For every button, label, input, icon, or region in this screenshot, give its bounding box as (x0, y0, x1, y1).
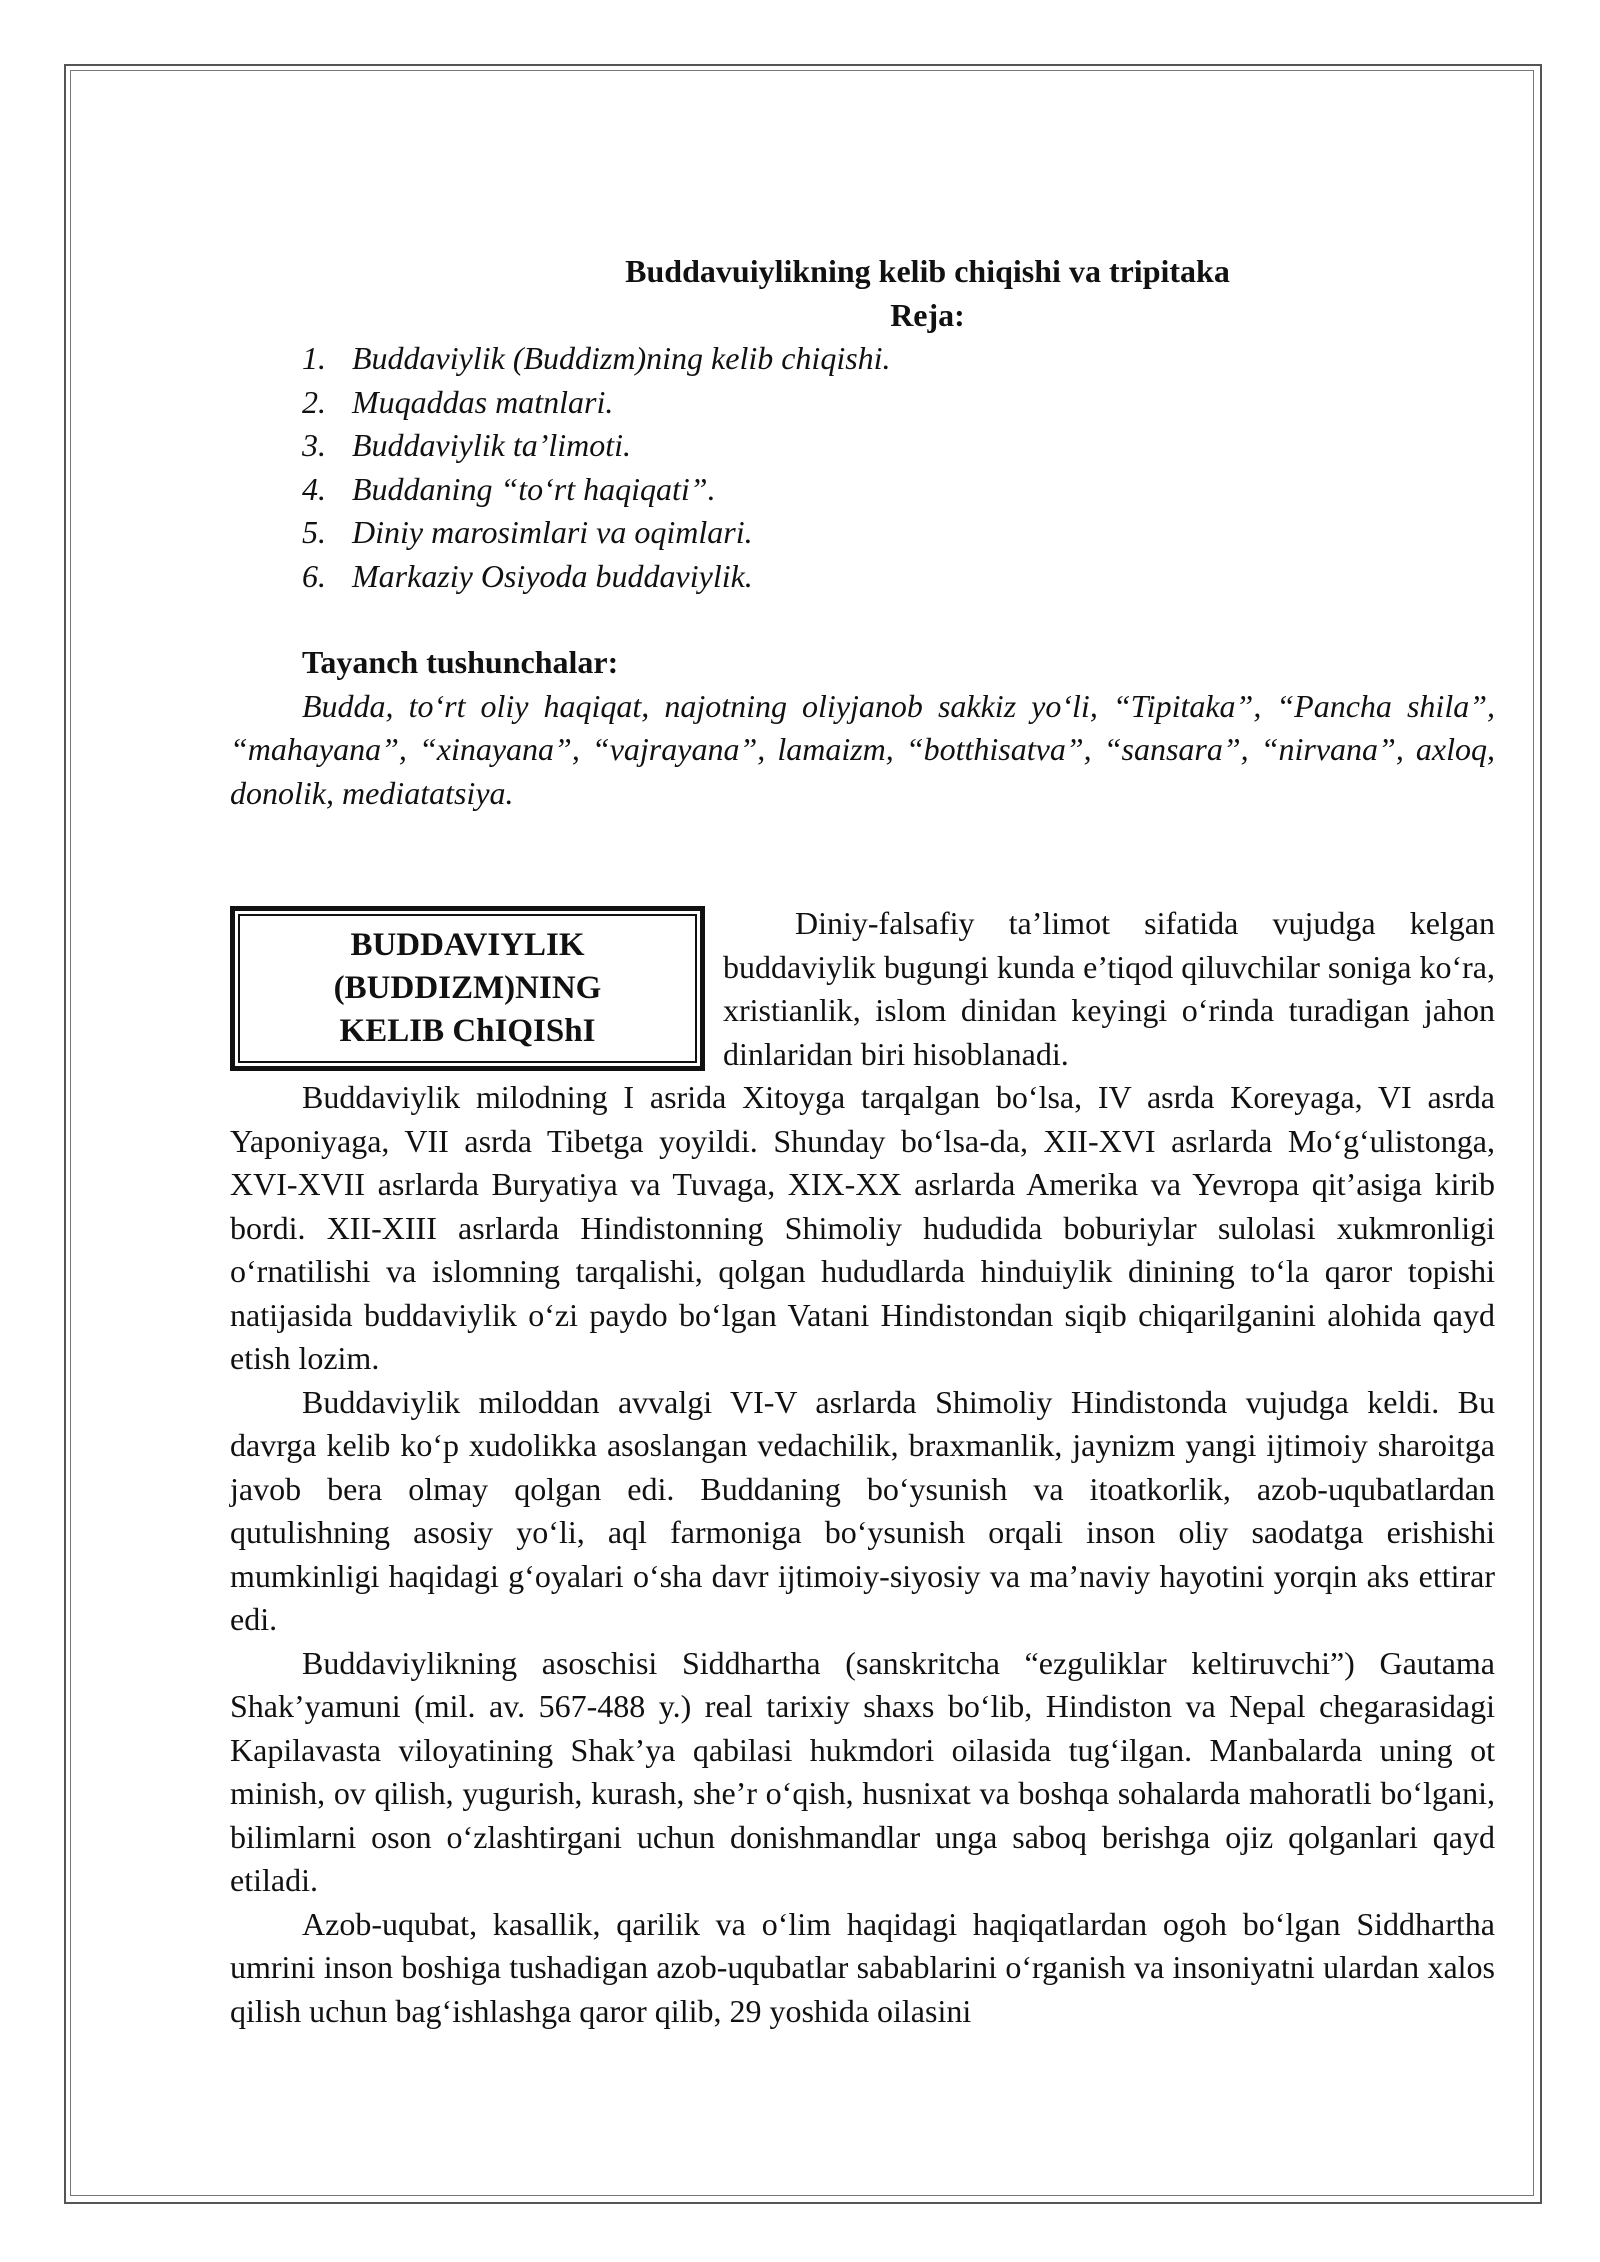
plan-item-number: 4. (302, 470, 326, 507)
plan-item (302, 381, 1495, 425)
spacer (230, 815, 1495, 902)
document-title: Buddavuiylikning kelib chiqishi va tripitaka (625, 253, 1230, 289)
section-heading (238, 914, 697, 1063)
keywords-text: Budda, to‘rt oliy haqiqat, najotning oliyjanob sakkiz yo‘li, “Tipitaka”, “Pancha shila”, “mahayana”, “xinayana”, “vajrayana”, lamaizm, “botthisatva”, “sansara”, “nirvana”, axloq, donolik, mediatatsiya. (230, 687, 1495, 811)
section-heading-line: (BUDDIZM)NING (333, 970, 602, 1006)
section-heading-box (230, 906, 705, 1071)
plan-item-number: 3. (302, 427, 326, 463)
plan-item (302, 424, 1495, 468)
plan-item-text: Buddaviylik (Buddizm)ning kelib chiqishi. (352, 340, 891, 376)
body-paragraph: Diniy-falsafiy ta’limot sifatida vujudga kelgan buddaviylik bugungi kunda e’tiqod qiluvchilar soniga ko‘ra, xristianlik, islom dinidan keyingi o‘rinda turadigan jahon dinlaridan biri hisoblanadi. (723, 905, 1495, 1072)
plan-item-number: 2. (302, 383, 326, 420)
plan-item-text: Markaziy Osiyoda buddaviylik. (352, 557, 753, 594)
plan-item (302, 337, 1495, 381)
plan-item-number: 6. (302, 557, 326, 594)
body-paragraph: Buddaviylik miloddan avvalgi VI-V asrlarda Shimoliy Hindistonda vujudga keldi. Bu davrga kelib ko‘p xudolikka asoslangan vedachilik, braxmanlik, jaynizm yangi ijtimoiy sharoitga javob bera olmay qolgan edi. Buddaning bo‘ysunish va itoatkorlik, azob-uqubatlardan qutulishning asosiy yo‘li, aql farmoniga bo‘ysunish orqali inson oliy saodatga erishishi mumkinligi haqidagi g‘oyalari o‘sha davr ijtimoiy-siyosiy va ma’naviy hayotini yorqin aks ettirar edi. (230, 1383, 1495, 1637)
spacer (230, 598, 1495, 641)
document-content (230, 250, 1495, 2033)
body-paragraph: Azob-uqubat, kasallik, qarilik va o‘lim haqidagi haqiqatlardan ogoh bo‘lgan Siddhartha umrini inson boshiga tushadigan azob-uqubatlar sabablarini o‘rganish va insoniyatni ulardan xalos qilish uchun bag‘ishlashga qaror qilib, 29 yoshida oilasini (230, 1905, 1495, 2029)
plan-item-text: Buddaviylik ta’limoti. (352, 427, 632, 463)
section-heading-line: KELIB ChIQIShI (339, 1013, 596, 1049)
plan-item (302, 511, 1495, 555)
plan-item-number: 5. (302, 514, 326, 550)
plan-item-text: Muqaddas matnlari. (352, 383, 614, 420)
plan-list (230, 337, 1495, 598)
body-paragraph: Buddaviylik milodning I asrida Xitoyga tarqalgan bo‘lsa, IV asrda Koreyaga, VI asrda Yaponiyaga, VII asrda Tibetga yoyildi. Shunday bo‘lsa-da, XII-XVI asrlarda Mo‘g‘ulistonga, XVI-XVII asrlarda Buryatiya va Tuvaga, XIX-XX asrlarda Amerika va Yevropa qit’asiga kirib bordi. XII-XIII asrlarda Hindistonning Shimoliy hududida boburiylar sulolasi xukmronligi o‘rnatilishi va islomning tarqalishi, qolgan hududlarda hinduiylik dinining to‘la qaror topishi natijasida buddaviylik o‘zi paydo bo‘lgan Vatani Hindistondan siqib chiqarilganini alohida qayd etish lozim. (230, 1079, 1495, 1376)
plan-item-text: Buddaning “to‘rt haqiqati”. (352, 470, 716, 507)
body-paragraph: Buddaviylikning asoschisi Siddhartha (sanskritcha “ezguliklar keltiruvchi”) Gautama Shak’yamuni (mil. av. 567-488 y.) real tarixiy shaxs bo‘lib, Hindiston va Nepal chegarasidagi Kapilavasta viloyatining Shak’ya qabilasi hukmdori oilasida tug‘ilgan. Manbalarda uning ot minish, ov qilish, yugurish, kurash, she’r o‘qish, husnixat va boshqa sohalarda mahoratli bo‘lgani, bilimlarni oson o‘zlashtirgani uchun donishmandlar unga saboq berishga ojiz qolganlari qayd etiladi. (230, 1644, 1495, 1898)
section-heading-line: BUDDAVIYLIK (350, 927, 585, 963)
plan-heading: Reja: (890, 296, 965, 333)
plan-item (302, 555, 1495, 599)
plan-item (302, 468, 1495, 512)
plan-item-text: Diniy marosimlari va oqimlari. (352, 514, 753, 550)
plan-item-number: 1. (302, 340, 326, 376)
keywords-heading: Tayanch tushunchalar: (302, 644, 619, 680)
